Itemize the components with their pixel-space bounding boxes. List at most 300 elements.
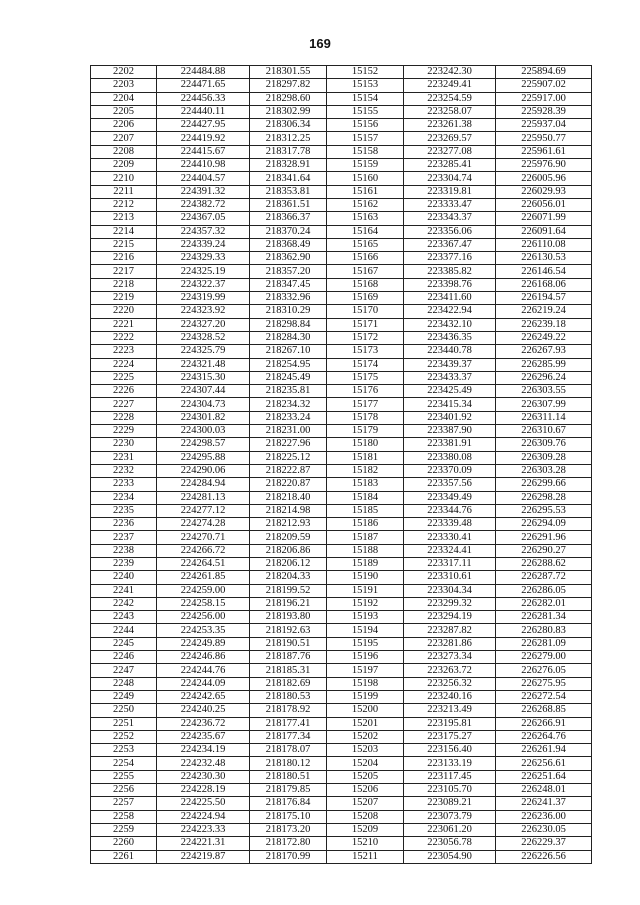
point-number-cell: 2208 [91, 145, 157, 158]
x-coordinate-cell: 224232.48 [157, 757, 250, 770]
x-coordinate-cell: 223343.37 [404, 212, 496, 225]
y-coordinate-cell: 226291.96 [496, 531, 592, 544]
x-coordinate-cell: 223299.32 [404, 597, 496, 610]
x-coordinate-cell: 223294.19 [404, 611, 496, 624]
y-coordinate-cell: 218254.95 [250, 358, 327, 371]
x-coordinate-cell: 224325.19 [157, 265, 250, 278]
point-number-cell: 15178 [327, 411, 404, 424]
point-number-cell: 15184 [327, 491, 404, 504]
x-coordinate-cell: 223317.11 [404, 557, 496, 570]
point-number-cell: 2211 [91, 185, 157, 198]
point-number-cell: 2249 [91, 690, 157, 703]
y-coordinate-cell: 226286.05 [496, 584, 592, 597]
x-coordinate-cell: 223385.82 [404, 265, 496, 278]
point-number-cell: 15179 [327, 425, 404, 438]
x-coordinate-cell: 224419.92 [157, 132, 250, 145]
y-coordinate-cell: 226280.83 [496, 624, 592, 637]
point-number-cell: 2226 [91, 385, 157, 398]
point-number-cell: 2250 [91, 704, 157, 717]
point-number-cell: 2230 [91, 438, 157, 451]
x-coordinate-cell: 224224.94 [157, 810, 250, 823]
y-coordinate-cell: 218227.96 [250, 438, 327, 451]
table-row [91, 584, 592, 597]
x-coordinate-cell: 223175.27 [404, 730, 496, 743]
x-coordinate-cell: 223254.59 [404, 92, 496, 105]
point-number-cell: 2241 [91, 584, 157, 597]
x-coordinate-cell: 223073.79 [404, 810, 496, 823]
point-number-cell: 15186 [327, 518, 404, 531]
y-coordinate-cell: 226229.37 [496, 837, 592, 850]
x-coordinate-cell: 223415.34 [404, 398, 496, 411]
point-number-cell: 2209 [91, 159, 157, 172]
x-coordinate-cell: 223281.86 [404, 637, 496, 650]
x-coordinate-cell: 224339.24 [157, 238, 250, 251]
x-coordinate-cell: 223377.16 [404, 252, 496, 265]
point-number-cell: 15164 [327, 225, 404, 238]
x-coordinate-cell: 224228.19 [157, 784, 250, 797]
x-coordinate-cell: 224415.67 [157, 145, 250, 158]
point-number-cell: 15208 [327, 810, 404, 823]
x-coordinate-cell: 223117.45 [404, 770, 496, 783]
y-coordinate-cell: 218212.93 [250, 518, 327, 531]
point-number-cell: 15174 [327, 358, 404, 371]
x-coordinate-cell: 224321.48 [157, 358, 250, 371]
point-number-cell: 2236 [91, 518, 157, 531]
x-coordinate-cell: 224219.87 [157, 850, 250, 863]
table-row [91, 79, 592, 92]
point-number-cell: 15171 [327, 318, 404, 331]
x-coordinate-cell: 224256.00 [157, 611, 250, 624]
point-number-cell: 15193 [327, 611, 404, 624]
table-row [91, 225, 592, 238]
point-number-cell: 2212 [91, 198, 157, 211]
page-number: 169 [309, 36, 331, 51]
point-number-cell: 2251 [91, 717, 157, 730]
y-coordinate-cell: 225937.04 [496, 119, 592, 132]
y-coordinate-cell: 226239.18 [496, 318, 592, 331]
y-coordinate-cell: 226307.99 [496, 398, 592, 411]
y-coordinate-cell: 218222.87 [250, 464, 327, 477]
y-coordinate-cell: 226236.00 [496, 810, 592, 823]
point-number-cell: 2240 [91, 571, 157, 584]
point-number-cell: 15175 [327, 371, 404, 384]
point-number-cell: 15183 [327, 478, 404, 491]
x-coordinate-cell: 223439.37 [404, 358, 496, 371]
x-coordinate-cell: 223195.81 [404, 717, 496, 730]
y-coordinate-cell: 218347.45 [250, 278, 327, 291]
table-row [91, 66, 592, 79]
y-coordinate-cell: 225907.02 [496, 79, 592, 92]
y-coordinate-cell: 218370.24 [250, 225, 327, 238]
x-coordinate-cell: 224236.72 [157, 717, 250, 730]
point-number-cell: 15166 [327, 252, 404, 265]
point-number-cell: 15152 [327, 66, 404, 79]
x-coordinate-cell: 224301.82 [157, 411, 250, 424]
point-number-cell: 15157 [327, 132, 404, 145]
y-coordinate-cell: 226264.76 [496, 730, 592, 743]
table-row [91, 797, 592, 810]
point-number-cell: 15196 [327, 651, 404, 664]
table-row [91, 105, 592, 118]
point-number-cell: 2238 [91, 544, 157, 557]
point-number-cell: 15158 [327, 145, 404, 158]
y-coordinate-cell: 218214.98 [250, 504, 327, 517]
point-number-cell: 15180 [327, 438, 404, 451]
y-coordinate-cell: 218180.12 [250, 757, 327, 770]
table-row [91, 478, 592, 491]
point-number-cell: 2232 [91, 464, 157, 477]
x-coordinate-cell: 223249.41 [404, 79, 496, 92]
point-number-cell: 2202 [91, 66, 157, 79]
point-number-cell: 15156 [327, 119, 404, 132]
point-number-cell: 15160 [327, 172, 404, 185]
x-coordinate-cell: 223310.61 [404, 571, 496, 584]
y-coordinate-cell: 226311.14 [496, 411, 592, 424]
y-coordinate-cell: 226272.54 [496, 690, 592, 703]
y-coordinate-cell: 218310.29 [250, 305, 327, 318]
x-coordinate-cell: 224261.85 [157, 571, 250, 584]
point-number-cell: 15195 [327, 637, 404, 650]
table-row [91, 212, 592, 225]
point-number-cell: 15189 [327, 557, 404, 570]
table-row [91, 757, 592, 770]
y-coordinate-cell: 226282.01 [496, 597, 592, 610]
y-coordinate-cell: 218192.63 [250, 624, 327, 637]
x-coordinate-cell: 223398.76 [404, 278, 496, 291]
y-coordinate-cell: 218172.80 [250, 837, 327, 850]
x-coordinate-cell: 224391.32 [157, 185, 250, 198]
y-coordinate-cell: 226251.64 [496, 770, 592, 783]
table-row [91, 159, 592, 172]
point-number-cell: 15202 [327, 730, 404, 743]
point-number-cell: 2223 [91, 345, 157, 358]
x-coordinate-cell: 224270.71 [157, 531, 250, 544]
table-row [91, 331, 592, 344]
x-coordinate-cell: 224223.33 [157, 823, 250, 836]
y-coordinate-cell: 226279.00 [496, 651, 592, 664]
point-number-cell: 15181 [327, 451, 404, 464]
x-coordinate-cell: 224234.19 [157, 744, 250, 757]
x-coordinate-cell: 223089.21 [404, 797, 496, 810]
x-coordinate-cell: 224304.73 [157, 398, 250, 411]
point-number-cell: 15192 [327, 597, 404, 610]
y-coordinate-cell: 226294.09 [496, 518, 592, 531]
y-coordinate-cell: 226298.28 [496, 491, 592, 504]
y-coordinate-cell: 218177.34 [250, 730, 327, 743]
point-number-cell: 15159 [327, 159, 404, 172]
point-number-cell: 2258 [91, 810, 157, 823]
point-number-cell: 2218 [91, 278, 157, 291]
y-coordinate-cell: 218170.99 [250, 850, 327, 863]
x-coordinate-cell: 223304.74 [404, 172, 496, 185]
table-row [91, 265, 592, 278]
point-number-cell: 15210 [327, 837, 404, 850]
point-number-cell: 15198 [327, 677, 404, 690]
x-coordinate-cell: 224277.12 [157, 504, 250, 517]
y-coordinate-cell: 218328.91 [250, 159, 327, 172]
y-coordinate-cell: 218301.55 [250, 66, 327, 79]
x-coordinate-cell: 224471.65 [157, 79, 250, 92]
x-coordinate-cell: 223285.41 [404, 159, 496, 172]
x-coordinate-cell: 224322.37 [157, 278, 250, 291]
table-row [91, 637, 592, 650]
y-coordinate-cell: 218218.40 [250, 491, 327, 504]
x-coordinate-cell: 223330.41 [404, 531, 496, 544]
y-coordinate-cell: 226276.05 [496, 664, 592, 677]
x-coordinate-cell: 223401.92 [404, 411, 496, 424]
y-coordinate-cell: 218178.07 [250, 744, 327, 757]
y-coordinate-cell: 226296.24 [496, 371, 592, 384]
table-row [91, 132, 592, 145]
y-coordinate-cell: 226303.55 [496, 385, 592, 398]
x-coordinate-cell: 223370.09 [404, 464, 496, 477]
table-row [91, 252, 592, 265]
point-number-cell: 15203 [327, 744, 404, 757]
table-row [91, 358, 592, 371]
x-coordinate-cell: 224246.86 [157, 651, 250, 664]
point-number-cell: 2231 [91, 451, 157, 464]
y-coordinate-cell: 218284.30 [250, 331, 327, 344]
y-coordinate-cell: 226248.01 [496, 784, 592, 797]
x-coordinate-cell: 223319.81 [404, 185, 496, 198]
table-row [91, 744, 592, 757]
point-number-cell: 2224 [91, 358, 157, 371]
y-coordinate-cell: 226146.54 [496, 265, 592, 278]
table-row [91, 371, 592, 384]
table-row [91, 318, 592, 331]
y-coordinate-cell: 218193.80 [250, 611, 327, 624]
point-number-cell: 2206 [91, 119, 157, 132]
point-number-cell: 15155 [327, 105, 404, 118]
y-coordinate-cell: 218187.76 [250, 651, 327, 664]
y-coordinate-cell: 226287.72 [496, 571, 592, 584]
table-row [91, 238, 592, 251]
x-coordinate-cell: 223436.35 [404, 331, 496, 344]
point-number-cell: 15194 [327, 624, 404, 637]
point-number-cell: 15168 [327, 278, 404, 291]
y-coordinate-cell: 218182.69 [250, 677, 327, 690]
x-coordinate-cell: 224244.09 [157, 677, 250, 690]
point-number-cell: 2260 [91, 837, 157, 850]
table-row [91, 837, 592, 850]
table-row [91, 119, 592, 132]
table-row [91, 198, 592, 211]
table-row [91, 531, 592, 544]
table-row [91, 464, 592, 477]
point-number-cell: 2229 [91, 425, 157, 438]
y-coordinate-cell: 226256.61 [496, 757, 592, 770]
y-coordinate-cell: 218180.53 [250, 690, 327, 703]
table-row [91, 278, 592, 291]
table-row [91, 823, 592, 836]
y-coordinate-cell: 226275.95 [496, 677, 592, 690]
point-number-cell: 2248 [91, 677, 157, 690]
x-coordinate-cell: 224410.98 [157, 159, 250, 172]
point-number-cell: 15154 [327, 92, 404, 105]
coordinates-table-body [91, 66, 592, 864]
point-number-cell: 2244 [91, 624, 157, 637]
x-coordinate-cell: 224225.50 [157, 797, 250, 810]
point-number-cell: 2234 [91, 491, 157, 504]
y-coordinate-cell: 218231.00 [250, 425, 327, 438]
point-number-cell: 2257 [91, 797, 157, 810]
y-coordinate-cell: 218357.20 [250, 265, 327, 278]
x-coordinate-cell: 224315.30 [157, 371, 250, 384]
table-row [91, 850, 592, 863]
x-coordinate-cell: 223381.91 [404, 438, 496, 451]
y-coordinate-cell: 225917.00 [496, 92, 592, 105]
y-coordinate-cell: 226219.24 [496, 305, 592, 318]
point-number-cell: 15161 [327, 185, 404, 198]
y-coordinate-cell: 226071.99 [496, 212, 592, 225]
x-coordinate-cell: 223056.78 [404, 837, 496, 850]
table-row [91, 730, 592, 743]
y-coordinate-cell: 218312.25 [250, 132, 327, 145]
y-coordinate-cell: 225961.61 [496, 145, 592, 158]
y-coordinate-cell: 218173.20 [250, 823, 327, 836]
y-coordinate-cell: 226230.05 [496, 823, 592, 836]
y-coordinate-cell: 226281.09 [496, 637, 592, 650]
x-coordinate-cell: 223287.82 [404, 624, 496, 637]
x-coordinate-cell: 224298.57 [157, 438, 250, 451]
x-coordinate-cell: 224329.33 [157, 252, 250, 265]
x-coordinate-cell: 223256.32 [404, 677, 496, 690]
table-row [91, 92, 592, 105]
x-coordinate-cell: 224382.72 [157, 198, 250, 211]
x-coordinate-cell: 223411.60 [404, 292, 496, 305]
x-coordinate-cell: 224266.72 [157, 544, 250, 557]
y-coordinate-cell: 225928.39 [496, 105, 592, 118]
x-coordinate-cell: 224307.44 [157, 385, 250, 398]
x-coordinate-cell: 223261.38 [404, 119, 496, 132]
y-coordinate-cell: 226285.99 [496, 358, 592, 371]
x-coordinate-cell: 224357.32 [157, 225, 250, 238]
point-number-cell: 15165 [327, 238, 404, 251]
x-coordinate-cell: 224328.52 [157, 331, 250, 344]
y-coordinate-cell: 225950.77 [496, 132, 592, 145]
point-number-cell: 15162 [327, 198, 404, 211]
y-coordinate-cell: 226310.67 [496, 425, 592, 438]
y-coordinate-cell: 218362.90 [250, 252, 327, 265]
y-coordinate-cell: 225894.69 [496, 66, 592, 79]
x-coordinate-cell: 223242.30 [404, 66, 496, 79]
y-coordinate-cell: 218206.86 [250, 544, 327, 557]
y-coordinate-cell: 226130.53 [496, 252, 592, 265]
y-coordinate-cell: 218368.49 [250, 238, 327, 251]
table-row [91, 544, 592, 557]
y-coordinate-cell: 226303.28 [496, 464, 592, 477]
y-coordinate-cell: 226029.93 [496, 185, 592, 198]
y-coordinate-cell: 218233.24 [250, 411, 327, 424]
point-number-cell: 2237 [91, 531, 157, 544]
x-coordinate-cell: 223367.47 [404, 238, 496, 251]
point-number-cell: 2204 [91, 92, 157, 105]
x-coordinate-cell: 224325.79 [157, 345, 250, 358]
table-row [91, 451, 592, 464]
point-number-cell: 15197 [327, 664, 404, 677]
table-row [91, 172, 592, 185]
y-coordinate-cell: 226194.57 [496, 292, 592, 305]
point-number-cell: 15204 [327, 757, 404, 770]
point-number-cell: 2255 [91, 770, 157, 783]
point-number-cell: 2221 [91, 318, 157, 331]
y-coordinate-cell: 218317.78 [250, 145, 327, 158]
x-coordinate-cell: 223156.40 [404, 744, 496, 757]
x-coordinate-cell: 223333.47 [404, 198, 496, 211]
point-number-cell: 15188 [327, 544, 404, 557]
table-row [91, 784, 592, 797]
table-row [91, 651, 592, 664]
y-coordinate-cell: 218178.92 [250, 704, 327, 717]
y-coordinate-cell: 226110.08 [496, 238, 592, 251]
point-number-cell: 15176 [327, 385, 404, 398]
point-number-cell: 2214 [91, 225, 157, 238]
table-row [91, 398, 592, 411]
x-coordinate-cell: 224230.30 [157, 770, 250, 783]
point-number-cell: 15207 [327, 797, 404, 810]
point-number-cell: 15209 [327, 823, 404, 836]
x-coordinate-cell: 223440.78 [404, 345, 496, 358]
table-row [91, 624, 592, 637]
point-number-cell: 15199 [327, 690, 404, 703]
x-coordinate-cell: 223061.20 [404, 823, 496, 836]
y-coordinate-cell: 218267.10 [250, 345, 327, 358]
x-coordinate-cell: 224327.20 [157, 318, 250, 331]
y-coordinate-cell: 226241.37 [496, 797, 592, 810]
x-coordinate-cell: 223380.08 [404, 451, 496, 464]
table-row [91, 145, 592, 158]
x-coordinate-cell: 224290.06 [157, 464, 250, 477]
point-number-cell: 2246 [91, 651, 157, 664]
point-number-cell: 15167 [327, 265, 404, 278]
x-coordinate-cell: 224427.95 [157, 119, 250, 132]
x-coordinate-cell: 224235.67 [157, 730, 250, 743]
x-coordinate-cell: 223432.10 [404, 318, 496, 331]
y-coordinate-cell: 218204.33 [250, 571, 327, 584]
point-number-cell: 15163 [327, 212, 404, 225]
y-coordinate-cell: 218196.21 [250, 597, 327, 610]
y-coordinate-cell: 218234.32 [250, 398, 327, 411]
point-number-cell: 15172 [327, 331, 404, 344]
point-number-cell: 2247 [91, 664, 157, 677]
y-coordinate-cell: 218332.96 [250, 292, 327, 305]
point-number-cell: 2242 [91, 597, 157, 610]
point-number-cell: 2213 [91, 212, 157, 225]
table-row [91, 677, 592, 690]
point-number-cell: 15206 [327, 784, 404, 797]
x-coordinate-cell: 223356.06 [404, 225, 496, 238]
y-coordinate-cell: 218175.10 [250, 810, 327, 823]
x-coordinate-cell: 223324.41 [404, 544, 496, 557]
point-number-cell: 2219 [91, 292, 157, 305]
x-coordinate-cell: 224284.94 [157, 478, 250, 491]
table-row [91, 411, 592, 424]
point-number-cell: 2261 [91, 850, 157, 863]
table-row [91, 597, 592, 610]
point-number-cell: 15191 [327, 584, 404, 597]
point-number-cell: 15177 [327, 398, 404, 411]
table-row [91, 557, 592, 570]
y-coordinate-cell: 226288.62 [496, 557, 592, 570]
x-coordinate-cell: 224440.11 [157, 105, 250, 118]
y-coordinate-cell: 218341.64 [250, 172, 327, 185]
x-coordinate-cell: 223258.07 [404, 105, 496, 118]
point-number-cell: 15173 [327, 345, 404, 358]
x-coordinate-cell: 223054.90 [404, 850, 496, 863]
point-number-cell: 2233 [91, 478, 157, 491]
point-number-cell: 15182 [327, 464, 404, 477]
table-row [91, 438, 592, 451]
